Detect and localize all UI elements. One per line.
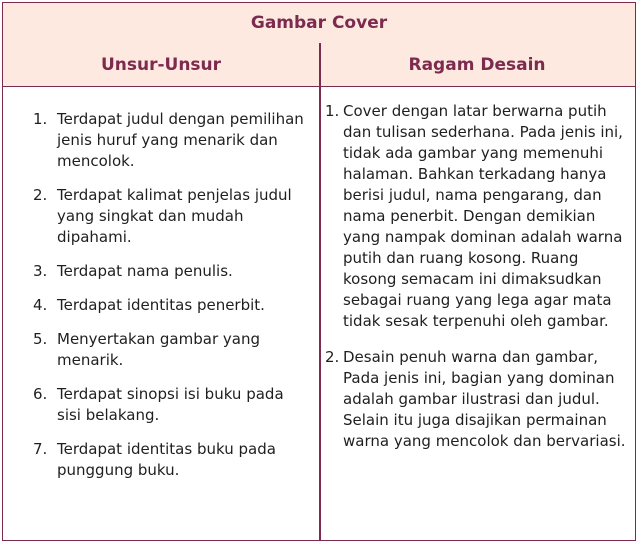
table-title: Gambar Cover bbox=[3, 3, 635, 44]
list-item: 3. Terdapat nama penulis. bbox=[33, 262, 233, 280]
cover-table bbox=[2, 2, 636, 541]
unsur-column bbox=[3, 86, 319, 540]
ragam-list bbox=[325, 101, 629, 467]
header-unsur: Unsur-Unsur bbox=[100, 54, 222, 75]
list-item: 6. Terdapat sinopsi isi buku pada sisi belakang. bbox=[33, 385, 284, 424]
ragam-column bbox=[321, 86, 635, 540]
list-item: 7. Terdapat identitas buku pada punggung buku. bbox=[33, 440, 276, 479]
list-item: 2. Desain penuh warna dan gambar, Pada jenis ini, bagian yang dominan adalah gambar ilustrasi dan judul. Selain itu juga disajikan permainan warna yang mencolok dan bervariasi. bbox=[325, 348, 626, 450]
unsur-list bbox=[33, 109, 309, 494]
header-ragam: Ragam Desain bbox=[408, 54, 546, 75]
list-item: 2. Terdapat kalimat penjelas judul yang singkat dan mudah dipahami. bbox=[33, 186, 292, 246]
list-item: 4. Terdapat identitas penerbit. bbox=[33, 296, 265, 314]
list-item: 1. Terdapat judul dengan pemilihan jenis huruf yang menarik dan mencolok. bbox=[33, 110, 304, 170]
list-item: 1. Cover dengan latar berwarna putih dan tulisan sederhana. Pada jenis ini, tidak ada gambar yang memenuhi halaman. Bahkan terkadang hanya berisi judul, nama pengarang, dan nama penerbit. Dengan demikian yang nampak dominan adalah warna putih dan ruang kosong. Ruang kosong semacam ini dimaksudkan sebagai ruang yang lega agar mata tidak sesak terpenuhi oleh gambar. bbox=[325, 102, 623, 330]
list-item: 5. Menyertakan gambar yang menarik. bbox=[33, 330, 260, 369]
